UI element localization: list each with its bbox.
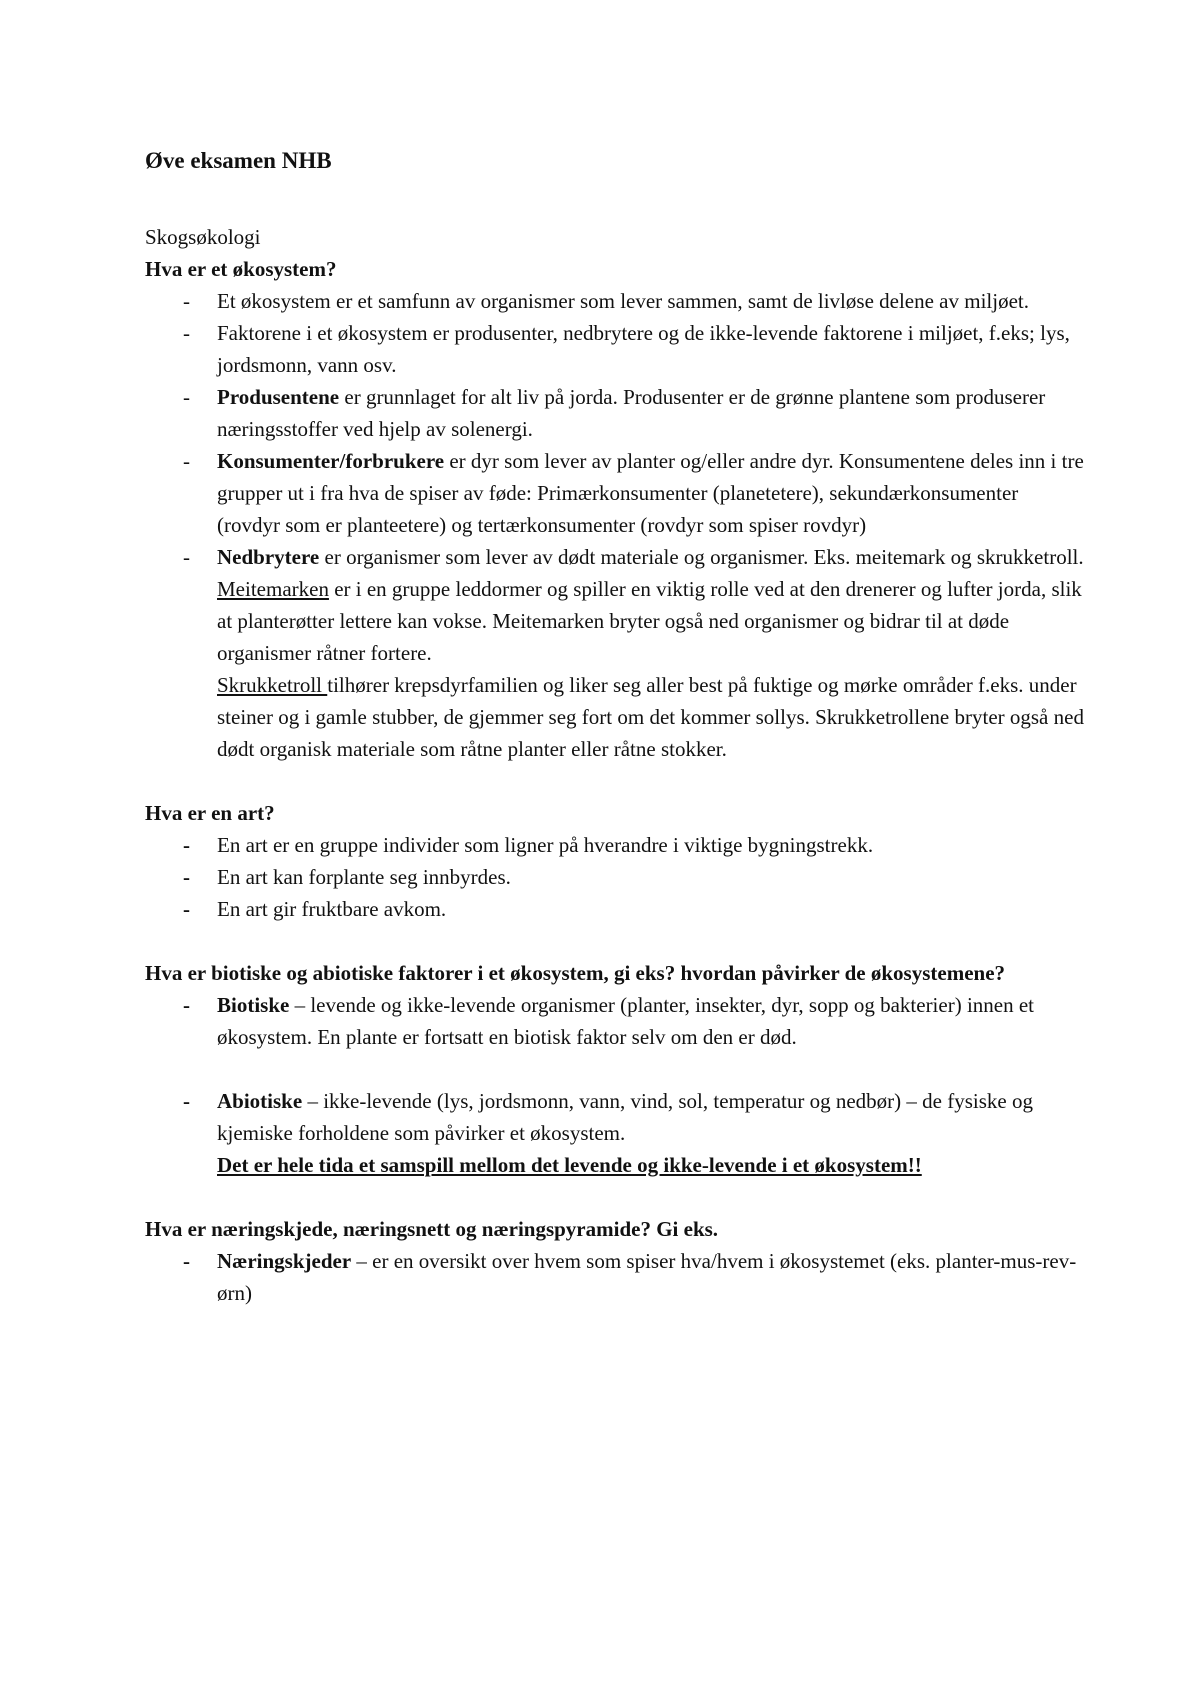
topic-heading: Skogsøkologi bbox=[145, 225, 261, 249]
emphasis-statement: Det er hele tida et samspill mellom det levende og ikke-levende i et økosystem!! bbox=[217, 1153, 922, 1177]
faktorer-list bbox=[145, 989, 1085, 1149]
document-title: Øve eksamen NHB bbox=[145, 148, 332, 173]
list-item bbox=[145, 1085, 1085, 1149]
sub-text: er i en gruppe leddormer og spiller en viktig rolle ved at den drenerer og lufter jorda, slik at planterøtter lettere kan vokse. Meitemarken bryter også ned organismer og bidrar til at døde organismer råtner fortere. bbox=[217, 577, 1082, 665]
list-item bbox=[145, 829, 1085, 861]
term-abiotiske: Abiotiske bbox=[217, 1089, 303, 1113]
item-text: er dyr som lever av planter og/eller andre dyr. Konsumentene deles inn i tre grupper ut i fra hva de spiser av føde: Primærkonsumenter (planetetere), sekundærkonsumenter (rovdyr som er planteetere) og tertærkonsumenter (rovdyr som spiser rovdyr) bbox=[217, 449, 1084, 537]
item-text: – er en oversikt over hvem som spiser hva/hvem i økosystemet (eks. planter-mus-rev-ørn) bbox=[217, 1249, 1077, 1305]
item-text: er organismer som lever av dødt materiale og organismer. Eks. meitemark og skrukketroll. bbox=[319, 545, 1084, 569]
item-text: En art er en gruppe individer som ligner på hverandre i viktige bygningstrekk. bbox=[217, 833, 874, 857]
question-art: Hva er en art? bbox=[145, 801, 275, 825]
naering-list bbox=[145, 1245, 1085, 1309]
art-list bbox=[145, 829, 1085, 925]
item-text: – ikke-levende (lys, jordsmonn, vann, vind, sol, temperatur og nedbør) – de fysiske og kjemiske forholdene som påvirker et økosystem. bbox=[217, 1089, 1033, 1145]
sub-text: tilhører krepsdyrfamilien og liker seg aller best på fuktige og mørke områder f.eks. under steiner og i gamle stubber, de gjemmer seg fort om det kommer sollys. Skrukketrollene bryter også ned dødt organisk materiale som råtne planter eller råtne stokker. bbox=[217, 673, 1084, 761]
list-item bbox=[145, 381, 1085, 445]
question-naering: Hva er næringskjede, næringsnett og næringspyramide? Gi eks. bbox=[145, 1217, 719, 1241]
term-biotiske: Biotiske bbox=[217, 993, 290, 1017]
list-item bbox=[145, 285, 1085, 317]
item-text: Et økosystem er et samfunn av organismer som lever sammen, samt de livløse delene av miljøet. bbox=[217, 289, 1029, 313]
term-nedbrytere: Nedbrytere bbox=[217, 545, 320, 569]
list-item bbox=[145, 893, 1085, 925]
item-text: En art gir fruktbare avkom. bbox=[217, 897, 447, 921]
term-naeringskjeder: Næringskjeder bbox=[217, 1249, 352, 1273]
subparagraph-meitemark bbox=[217, 573, 1085, 669]
question-faktorer: Hva er biotiske og abiotiske faktorer i et økosystem, gi eks? hvordan påvirker de økosystemene? bbox=[145, 961, 1006, 985]
list-item bbox=[145, 317, 1085, 381]
term-skrukketroll: Skrukketroll bbox=[217, 673, 328, 697]
list-item bbox=[145, 989, 1085, 1053]
item-text: – levende og ikke-levende organismer (planter, insekter, dyr, sopp og bakterier) innen et økosystem. En plante er fortsatt en biotisk faktor selv om den er død. bbox=[217, 993, 1035, 1049]
term-produsentene: Produsentene bbox=[217, 385, 340, 409]
list-item bbox=[145, 541, 1085, 765]
subparagraph-skrukketroll bbox=[217, 669, 1085, 765]
list-item bbox=[145, 445, 1085, 541]
ecosystem-list bbox=[145, 285, 1085, 765]
item-text: Faktorene i et økosystem er produsenter, nedbrytere og de ikke-levende faktorene i miljøet, f.eks; lys, jordsmonn, vann osv. bbox=[217, 321, 1070, 377]
list-item bbox=[145, 861, 1085, 893]
term-konsumenter: Konsumenter/forbrukere bbox=[217, 449, 445, 473]
term-meitemarken: Meitemarken bbox=[217, 577, 329, 601]
item-text: En art kan forplante seg innbyrdes. bbox=[217, 865, 511, 889]
item-text: er grunnlaget for alt liv på jorda. Produsenter er de grønne plantene som produserer næringsstoffer ved hjelp av solenergi. bbox=[217, 385, 1046, 441]
document-body bbox=[145, 145, 1085, 1309]
list-item bbox=[145, 1245, 1085, 1309]
question-ecosystem: Hva er et økosystem? bbox=[145, 257, 337, 281]
